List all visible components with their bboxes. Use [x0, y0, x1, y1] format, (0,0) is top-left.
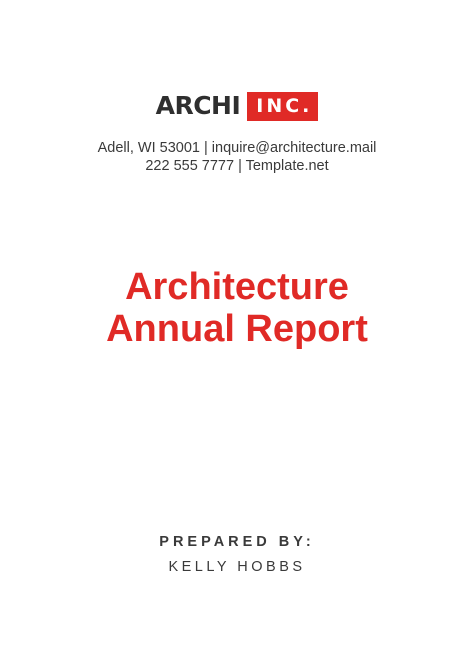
- logo-wordmark: ARCHI: [155, 91, 241, 120]
- prepared-by-label: PREPARED BY:: [159, 534, 315, 550]
- contact-address-email: Adell, WI 53001 | inquire@architecture.mail: [97, 140, 377, 156]
- report-title-line-1: Architecture: [125, 266, 349, 308]
- preparer-name: KELLY HOBBS: [168, 559, 306, 575]
- report-title-line-2: Annual Report: [106, 308, 368, 350]
- company-logo: [0, 91, 474, 121]
- contact-phone-website: 222 555 7777 | Template.net: [145, 158, 329, 174]
- logo-badge: INC.: [247, 92, 318, 121]
